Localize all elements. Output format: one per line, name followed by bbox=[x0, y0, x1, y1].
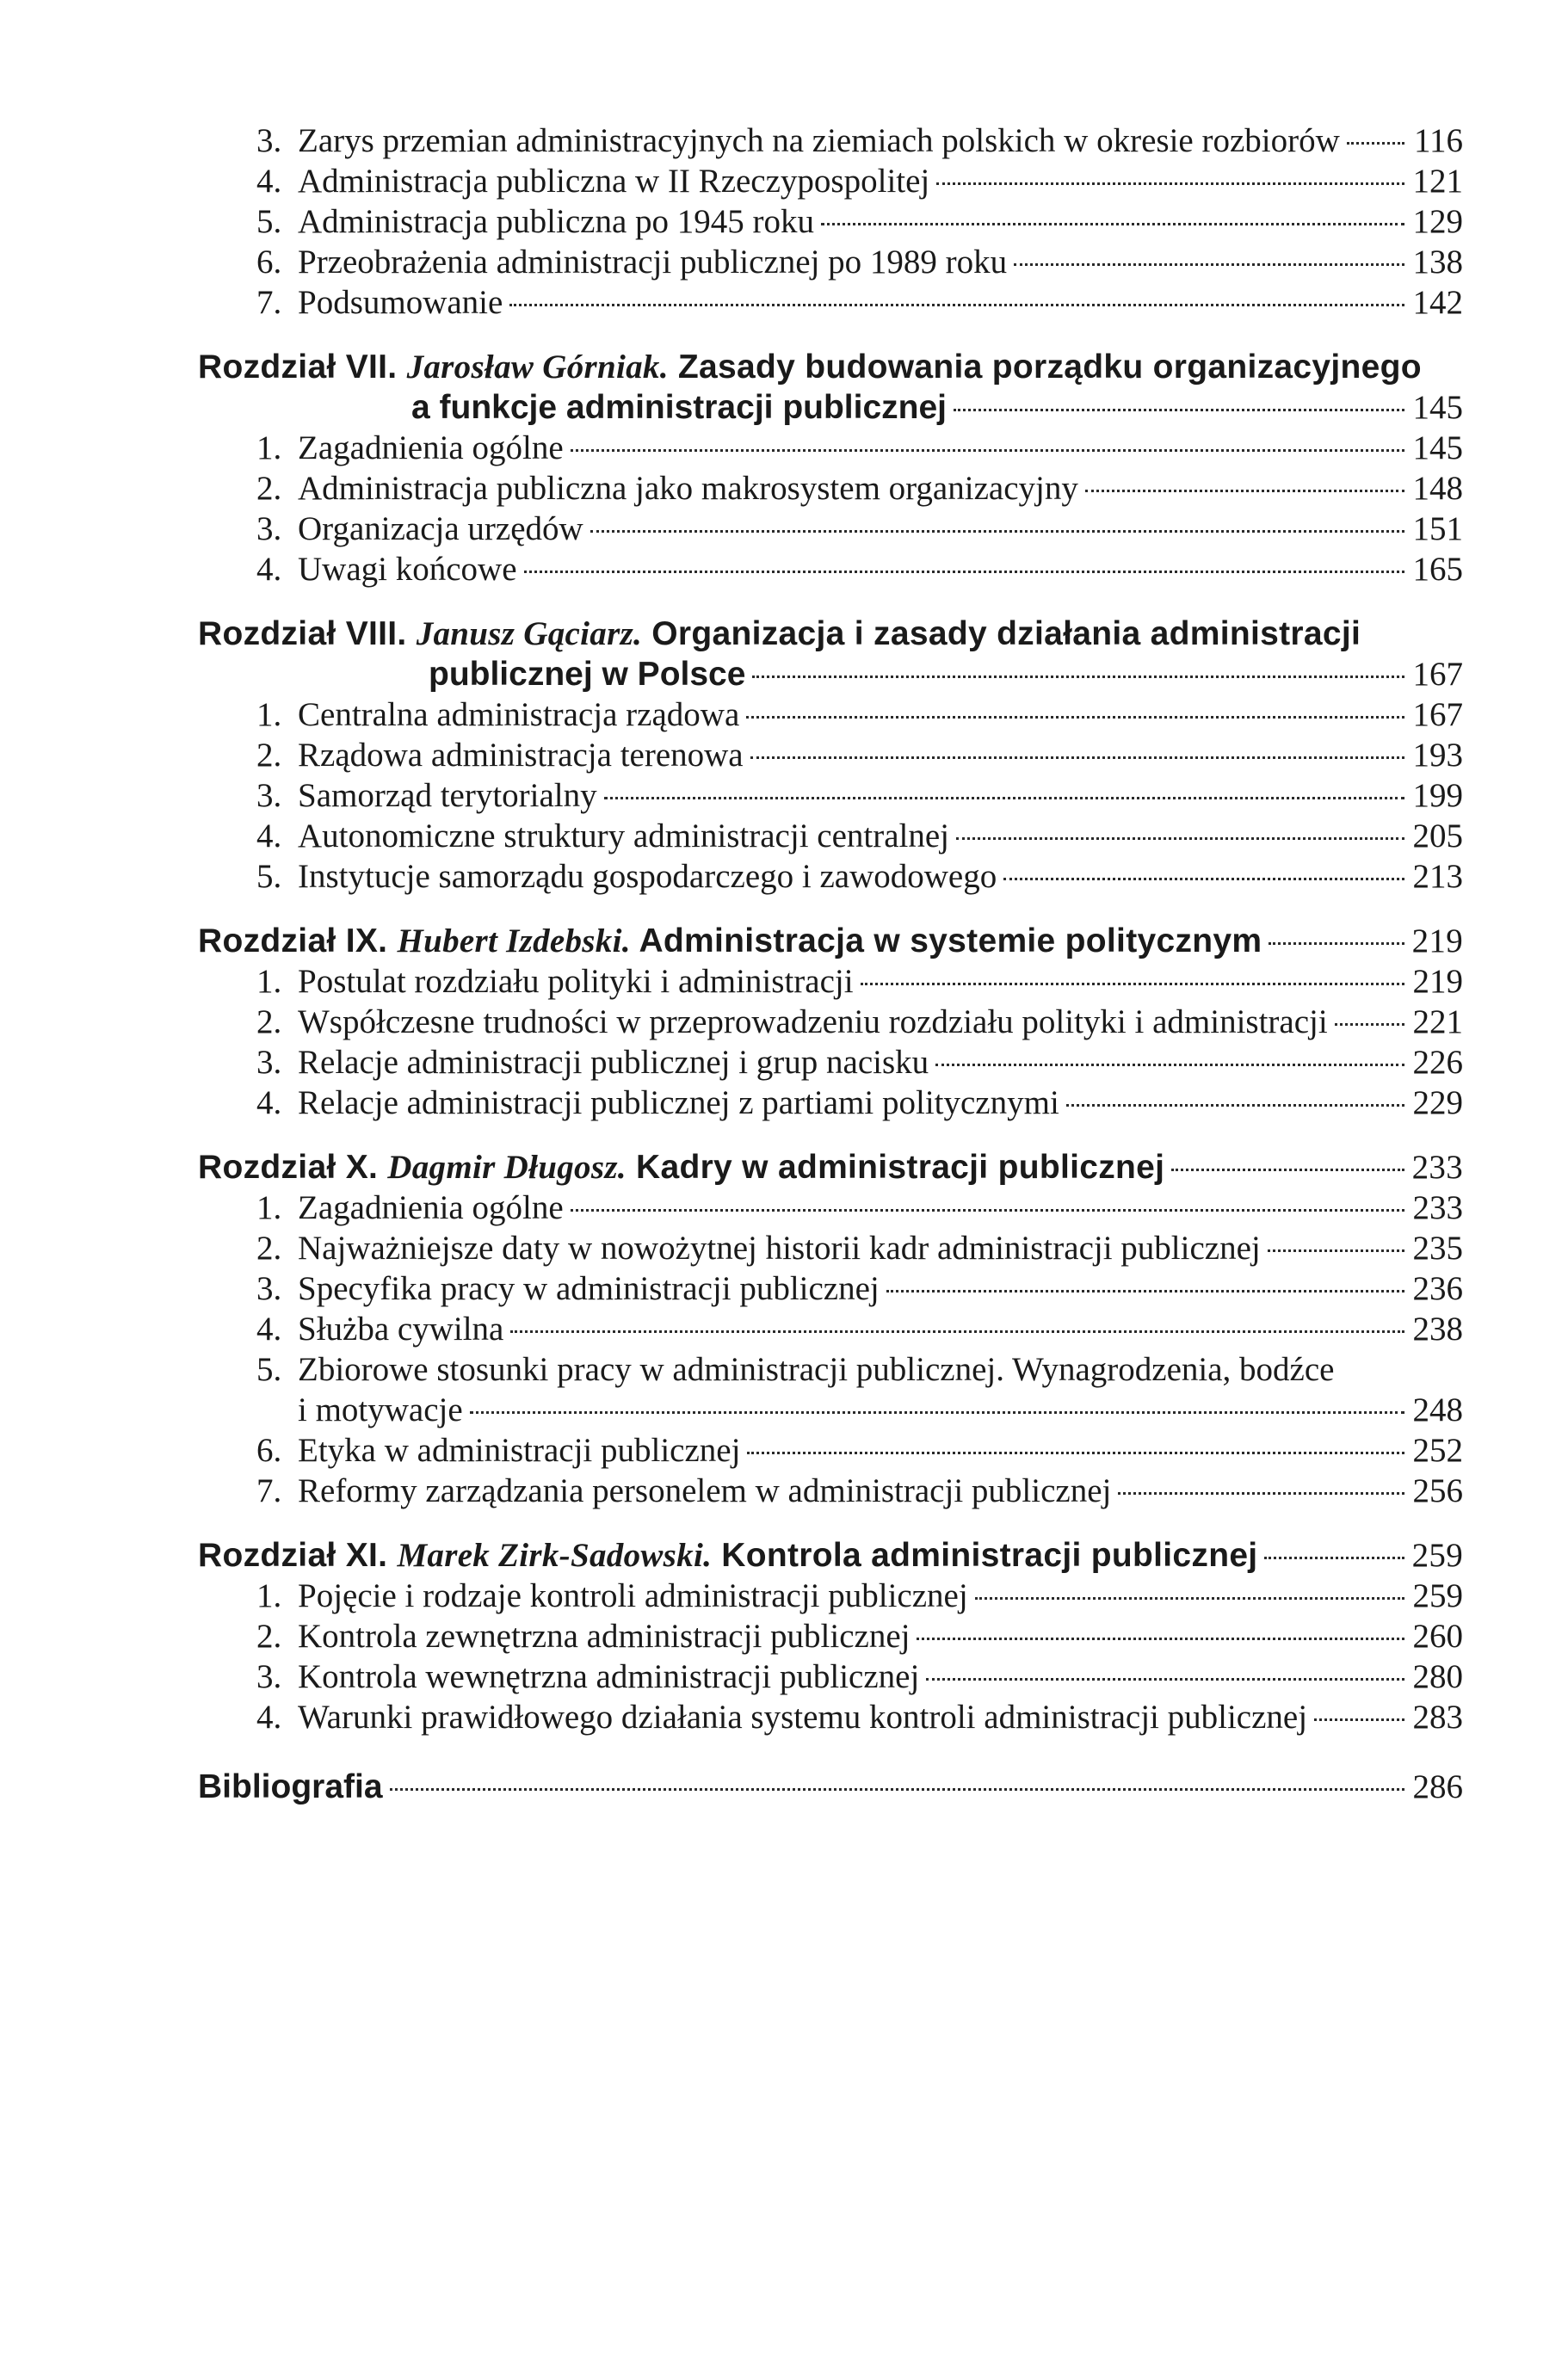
toc-item: 5. Instytucje samorządu gospodarczego i zawodowego 213 bbox=[256, 858, 1463, 895]
toc-item: 1. Postulat rozdziału polityki i administracji 219 bbox=[256, 963, 1463, 1000]
table-of-contents bbox=[198, 120, 1463, 1807]
chapter-heading-cont: a funkcje administracji publicznej 145 bbox=[411, 389, 1463, 426]
toc-item: 6. Etyka w administracji publicznej 252 bbox=[256, 1432, 1463, 1469]
page-number: 142 bbox=[1412, 284, 1463, 321]
chapter-8 bbox=[198, 614, 1463, 897]
chapter-heading: Rozdział VIII. Janusz Gąciarz. Organizacja i zasady działania administracji bbox=[198, 615, 1361, 652]
page-number: 233 bbox=[1411, 1149, 1463, 1186]
page-number: 219 bbox=[1411, 922, 1463, 959]
toc-section-continued bbox=[198, 120, 1463, 323]
page-number: 148 bbox=[1412, 470, 1463, 507]
toc-item: 4. Autonomiczne struktury administracji centralnej 205 bbox=[256, 817, 1463, 854]
page-number: 280 bbox=[1412, 1658, 1463, 1695]
page-number: 248 bbox=[1412, 1391, 1463, 1428]
toc-item-cont: i motywacje 248 bbox=[298, 1391, 1463, 1428]
toc-item: 3. Organizacja urzędów 151 bbox=[256, 510, 1463, 547]
toc-item: 1. Zagadnienia ogólne 145 bbox=[256, 429, 1463, 466]
toc-item: 3. Kontrola wewnętrzna administracji publicznej 280 bbox=[256, 1658, 1463, 1695]
chapter-7 bbox=[198, 347, 1463, 589]
chapter-9 bbox=[198, 921, 1463, 1123]
page-number: 238 bbox=[1412, 1311, 1463, 1348]
page-number: 205 bbox=[1412, 817, 1463, 854]
chapter-heading: Rozdział XI. Marek Zirk-Sadowski. Kontrola administracji publicznej 259 bbox=[198, 1537, 1463, 1574]
page-number: 252 bbox=[1412, 1432, 1463, 1469]
page-number: 116 bbox=[1413, 122, 1463, 159]
toc-item: 1. Pojęcie i rodzaje kontroli administracji publicznej 259 bbox=[256, 1577, 1463, 1614]
page-number: 145 bbox=[1412, 429, 1463, 466]
page-number: 167 bbox=[1412, 656, 1463, 693]
page-number: 226 bbox=[1412, 1044, 1463, 1081]
toc-item: 7. Podsumowanie 142 bbox=[256, 284, 1463, 321]
page-number: 259 bbox=[1412, 1577, 1463, 1614]
toc-item: 4. Warunki prawidłowego działania systemu kontroli administracji publicznej 283 bbox=[256, 1699, 1463, 1736]
page-number: 233 bbox=[1412, 1189, 1463, 1226]
toc-item: 2. Administracja publiczna jako makrosystem organizacyjny 148 bbox=[256, 470, 1463, 507]
toc-item: 2. Rządowa administracja terenowa 193 bbox=[256, 737, 1463, 774]
toc-item: 2. Współczesne trudności w przeprowadzeniu rozdziału polityki i administracji 221 bbox=[256, 1003, 1463, 1040]
toc-item: 4. Relacje administracji publicznej z partiami politycznymi 229 bbox=[256, 1084, 1463, 1121]
page-number: 145 bbox=[1412, 389, 1463, 426]
page-number: 283 bbox=[1412, 1699, 1463, 1736]
page-number: 121 bbox=[1412, 163, 1463, 200]
page-number: 229 bbox=[1412, 1084, 1463, 1121]
toc-item: 1. Zagadnienia ogólne 233 bbox=[256, 1189, 1463, 1226]
page-number: 193 bbox=[1412, 737, 1463, 774]
chapter-heading: Rozdział VII. Jarosław Górniak. Zasady budowania porządku organizacyjnego bbox=[198, 349, 1422, 386]
chapter-heading: Rozdział X. Dagmir Długosz. Kadry w administracji publicznej 233 bbox=[198, 1149, 1463, 1186]
page-number: 260 bbox=[1412, 1618, 1463, 1655]
page-number: 165 bbox=[1412, 551, 1463, 588]
toc-item: 5. Administracja publiczna po 1945 roku 129 bbox=[256, 203, 1463, 240]
toc-item: 3. Samorząd terytorialny 199 bbox=[256, 777, 1463, 814]
toc-item: 2. Najważniejsze daty w nowożytnej historii kadr administracji publicznej 235 bbox=[256, 1230, 1463, 1267]
page-number: 259 bbox=[1411, 1537, 1463, 1574]
toc-item: 1. Centralna administracja rządowa 167 bbox=[256, 696, 1463, 733]
chapter-11 bbox=[198, 1535, 1463, 1737]
toc-item: 6. Przeobrażenia administracji publicznej po 1989 roku 138 bbox=[256, 244, 1463, 281]
page-number: 129 bbox=[1412, 203, 1463, 240]
page-number: 236 bbox=[1412, 1270, 1463, 1307]
page-number: 235 bbox=[1412, 1230, 1463, 1267]
toc-item: 4. Służba cywilna 238 bbox=[256, 1311, 1463, 1348]
toc-item: 4. Uwagi końcowe 165 bbox=[256, 551, 1463, 588]
toc-item: 3. Zarys przemian administracyjnych na ziemiach polskich w okresie rozbiorów 116 bbox=[256, 122, 1463, 159]
toc-item: 3. Relacje administracji publicznej i grup nacisku 226 bbox=[256, 1044, 1463, 1081]
bibliography-entry: Bibliografia 286 bbox=[198, 1768, 1463, 1805]
page-number: 219 bbox=[1412, 963, 1463, 1000]
page-number: 256 bbox=[1412, 1472, 1463, 1509]
toc-item: 7. Reformy zarządzania personelem w administracji publicznej 256 bbox=[256, 1472, 1463, 1509]
page-number: 221 bbox=[1412, 1003, 1463, 1040]
page-number: 151 bbox=[1412, 510, 1463, 547]
page-number: 286 bbox=[1412, 1768, 1463, 1805]
page-number: 167 bbox=[1412, 696, 1463, 733]
toc-item: 2. Kontrola zewnętrzna administracji publicznej 260 bbox=[256, 1618, 1463, 1655]
chapter-heading: Rozdział IX. Hubert Izdebski. Administracja w systemie politycznym 219 bbox=[198, 922, 1463, 959]
chapter-heading-cont: publicznej w Polsce 167 bbox=[429, 656, 1463, 693]
toc-item: 3. Specyfika pracy w administracji publicznej 236 bbox=[256, 1270, 1463, 1307]
page-number: 213 bbox=[1412, 858, 1463, 895]
page-number: 199 bbox=[1412, 777, 1463, 814]
page-number: 138 bbox=[1412, 244, 1463, 281]
chapter-10 bbox=[198, 1147, 1463, 1511]
toc-item: 4. Administracja publiczna w II Rzeczypospolitej 121 bbox=[256, 163, 1463, 200]
toc-item: 5. Zbiorowe stosunki pracy w administracji publicznej. Wynagrodzenia, bodźce bbox=[256, 1351, 1335, 1388]
